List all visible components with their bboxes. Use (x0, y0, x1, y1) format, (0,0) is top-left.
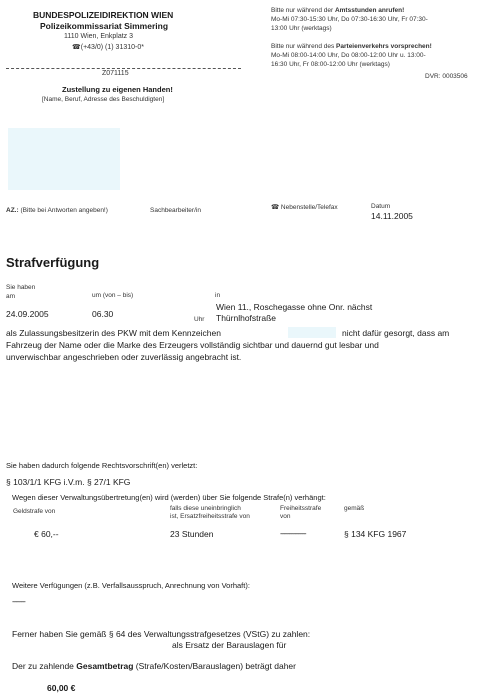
further-orders-value: ------- (12, 596, 25, 606)
according-value: § 134 KFG 1967 (344, 529, 407, 539)
az-field: AZ.: (Bitte bei Antworten angeben!) (6, 207, 108, 214)
clerk-label: Sachbearbeiter/in (150, 207, 201, 214)
phone-number: (+43/0) (1) 31310-0* (80, 44, 144, 51)
violation-value: § 103/1/1 KFG i.V.m. § 27/1 KFG (6, 477, 131, 487)
offense-desc-line1b: nicht dafür gesorgt, dass am (342, 328, 450, 338)
redacted-plate (288, 327, 336, 338)
offense-date: 24.09.2005 (6, 309, 49, 319)
file-number: Z071115 (102, 70, 129, 77)
place-label: in (215, 292, 221, 299)
expenses-line: als Ersatz der Barauslagen für (172, 640, 287, 650)
office-name: Polizeikommissariat Simmering (40, 21, 169, 31)
uhr-label: Uhr (194, 316, 205, 323)
fine-label: Geldstrafe von (13, 508, 56, 515)
according-label: gemäß (344, 505, 365, 512)
address-line (6, 68, 241, 69)
fine-value: € 60,-- (34, 529, 59, 539)
total-label: Der zu zahlende Gesamtbetrag (Strafe/Kosten/Barauslagen) beträgt daher (12, 661, 296, 671)
office-hours-line2: 13:00 Uhr (werktags) (271, 25, 332, 32)
prison-label-2: von (280, 513, 291, 520)
alt-label-1: falls diese uneinbringlich (170, 505, 241, 512)
recipient-hint: [Name, Beruf, Adresse des Beschuldigten] (42, 96, 165, 103)
prison-label-1: Freiheitsstrafe (280, 505, 322, 512)
time-label: um (von – bis) (92, 292, 134, 299)
offense-place: Wien 11., Roschegasse ohne Onr. nächst (216, 302, 373, 312)
office-hours-line1: Mo-Mi 07:30-15:30 Uhr, Do 07:30-16:30 Uhr, Fr 07:30- (271, 16, 428, 23)
violation-label: Sie haben dadurch folgende Rechtsvorschrift(en) verletzt: (6, 461, 198, 470)
date-value: 14.11.2005 (371, 211, 413, 221)
offense-street: Thürnlhofstraße (216, 313, 276, 323)
offense-time: 06.30 (92, 309, 114, 319)
document-title: Strafverfügung (6, 255, 100, 270)
offense-intro-2: am (6, 293, 16, 300)
redacted-recipient (8, 128, 120, 190)
party-hours-line2: 16:30 Uhr, Fr 08:00-12:00 Uhr (werktags) (271, 61, 390, 68)
office-hours-title: Bitte nur während der Amtsstunden anrufen! (271, 7, 405, 14)
penalty-header: Wegen dieser Verwaltungsübertretung(en) wird (werden) über Sie folgende Strafe(n) verhängt: (12, 493, 326, 502)
further-orders-label: Weitere Verfügungen (z.B. Verfallsausspruch, Anrechnung von Vorhaft): (12, 581, 250, 590)
offense-desc-line1a: als Zulassungsbesitzerin des PKW mit dem Kennzeichen (6, 328, 221, 338)
party-hours-title: Bitte nur während des Parteienverkehrs vorsprechen! (271, 43, 432, 50)
total-value: 60,00 € (47, 683, 76, 693)
date-label: Datum (371, 203, 391, 210)
authority-name: BUNDESPOLIZEIDIREKTION WIEN (33, 10, 174, 20)
phone-icon: ☎ (72, 44, 81, 51)
extension-label: ☎ Nebenstelle/Telefax (271, 204, 338, 211)
costs-line: Ferner haben Sie gemäß § 64 des Verwaltungsstrafgesetzes (VStG) zu zahlen: (12, 629, 311, 639)
office-address: 1110 Wien, Enkplatz 3 (64, 33, 134, 40)
office-phone (72, 43, 144, 51)
personal-delivery-note: Zustellung zu eigenen Handen! (62, 85, 173, 94)
prison-value: -------------- (280, 528, 306, 538)
offense-desc-line2: Fahrzeug der Name oder die Marke des Erzeugers vollständig sichtbar und dauernd gut lesbar und (6, 340, 379, 350)
alt-value: 23 Stunden (170, 529, 214, 539)
offense-desc-line3: unverwischbar angeschrieben oder zuverlässig angebracht ist. (6, 352, 242, 362)
phone-icon: ☎ (271, 204, 280, 211)
offense-intro-1: Sie haben (6, 284, 36, 291)
dvr-number: DVR: 0003506 (425, 73, 468, 80)
alt-label-2: ist, Ersatzfreiheitsstrafe von (170, 513, 250, 520)
party-hours-line1: Mo-Mi 08:00-14:00 Uhr, Do 08:00-12:00 Uhr u. 13:00- (271, 52, 426, 59)
